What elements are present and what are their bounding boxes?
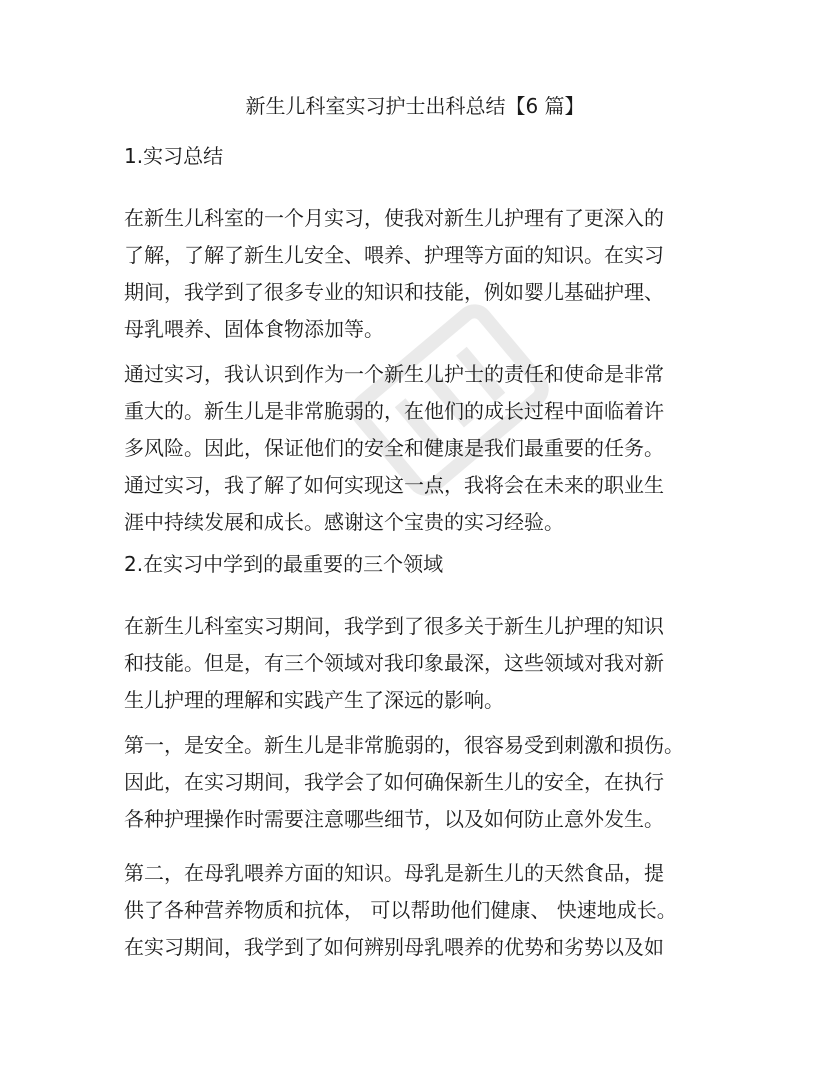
section-2-paragraph-1 <box>124 608 724 719</box>
section-1-paragraph-1 <box>124 200 724 348</box>
text-line: 期间，我学到了很多专业的知识和技能，例如婴儿基础护理、 <box>124 280 664 304</box>
text-line: 供了各种营养物质和抗体， 可以帮助他们健康、 快速地成长。 <box>124 898 677 922</box>
text-line: 母乳喂养、固体食物添加等。 <box>124 317 384 341</box>
text-line: 和技能。但是，有三个领域对我印象最深，这些领域对我对新 <box>124 651 664 675</box>
text-line: 各种护理操作时需要注意哪些细节，以及如何防止意外发生。 <box>124 807 664 831</box>
text-line: 在新生儿科室实习期间，我学到了很多关于新生儿护理的知识 <box>124 614 664 638</box>
text-line: 第一，是安全。新生儿是非常脆弱的，很容易受到刺激和损伤。 <box>124 733 684 757</box>
section-1-heading: 1.实习总结 <box>124 144 224 168</box>
text-line: 重大的。新生儿是非常脆弱的，在他们的成长过程中面临着许 <box>124 399 664 423</box>
text-line: 涯中持续发展和成长。感谢这个宝贵的实习经验。 <box>124 510 564 534</box>
section-1-paragraph-2 <box>124 356 724 541</box>
section-2-paragraph-2 <box>124 727 724 838</box>
section-2-paragraph-3 <box>124 855 724 966</box>
section-2-heading: 2.在实习中学到的最重要的三个领域 <box>124 552 444 576</box>
text-line: 第二，在母乳喂养方面的知识。母乳是新生儿的天然食品，提 <box>124 861 664 885</box>
text-line: 在实习期间，我学到了如何辨别母乳喂养的优势和劣势以及如 <box>124 935 664 959</box>
text-line: 因此，在实习期间，我学会了如何确保新生儿的安全，在执行 <box>124 770 664 794</box>
document-title: 新生儿科室实习护士出科总结【6 篇】 <box>245 94 585 118</box>
text-line: 生儿护理的理解和实践产生了深远的影响。 <box>124 688 504 712</box>
text-line: 了解，了解了新生儿安全、喂养、护理等方面的知识。在实习 <box>124 243 664 267</box>
text-line: 通过实习，我认识到作为一个新生儿护士的责任和使命是非常 <box>124 362 664 386</box>
text-line: 多风险。因此，保证他们的安全和健康是我们最重要的任务。 <box>124 436 664 460</box>
text-line: 通过实习，我了解了如何实现这一点，我将会在未来的职业生 <box>124 473 664 497</box>
text-line: 在新生儿科室的一个月实习，使我对新生儿护理有了更深入的 <box>124 206 664 230</box>
